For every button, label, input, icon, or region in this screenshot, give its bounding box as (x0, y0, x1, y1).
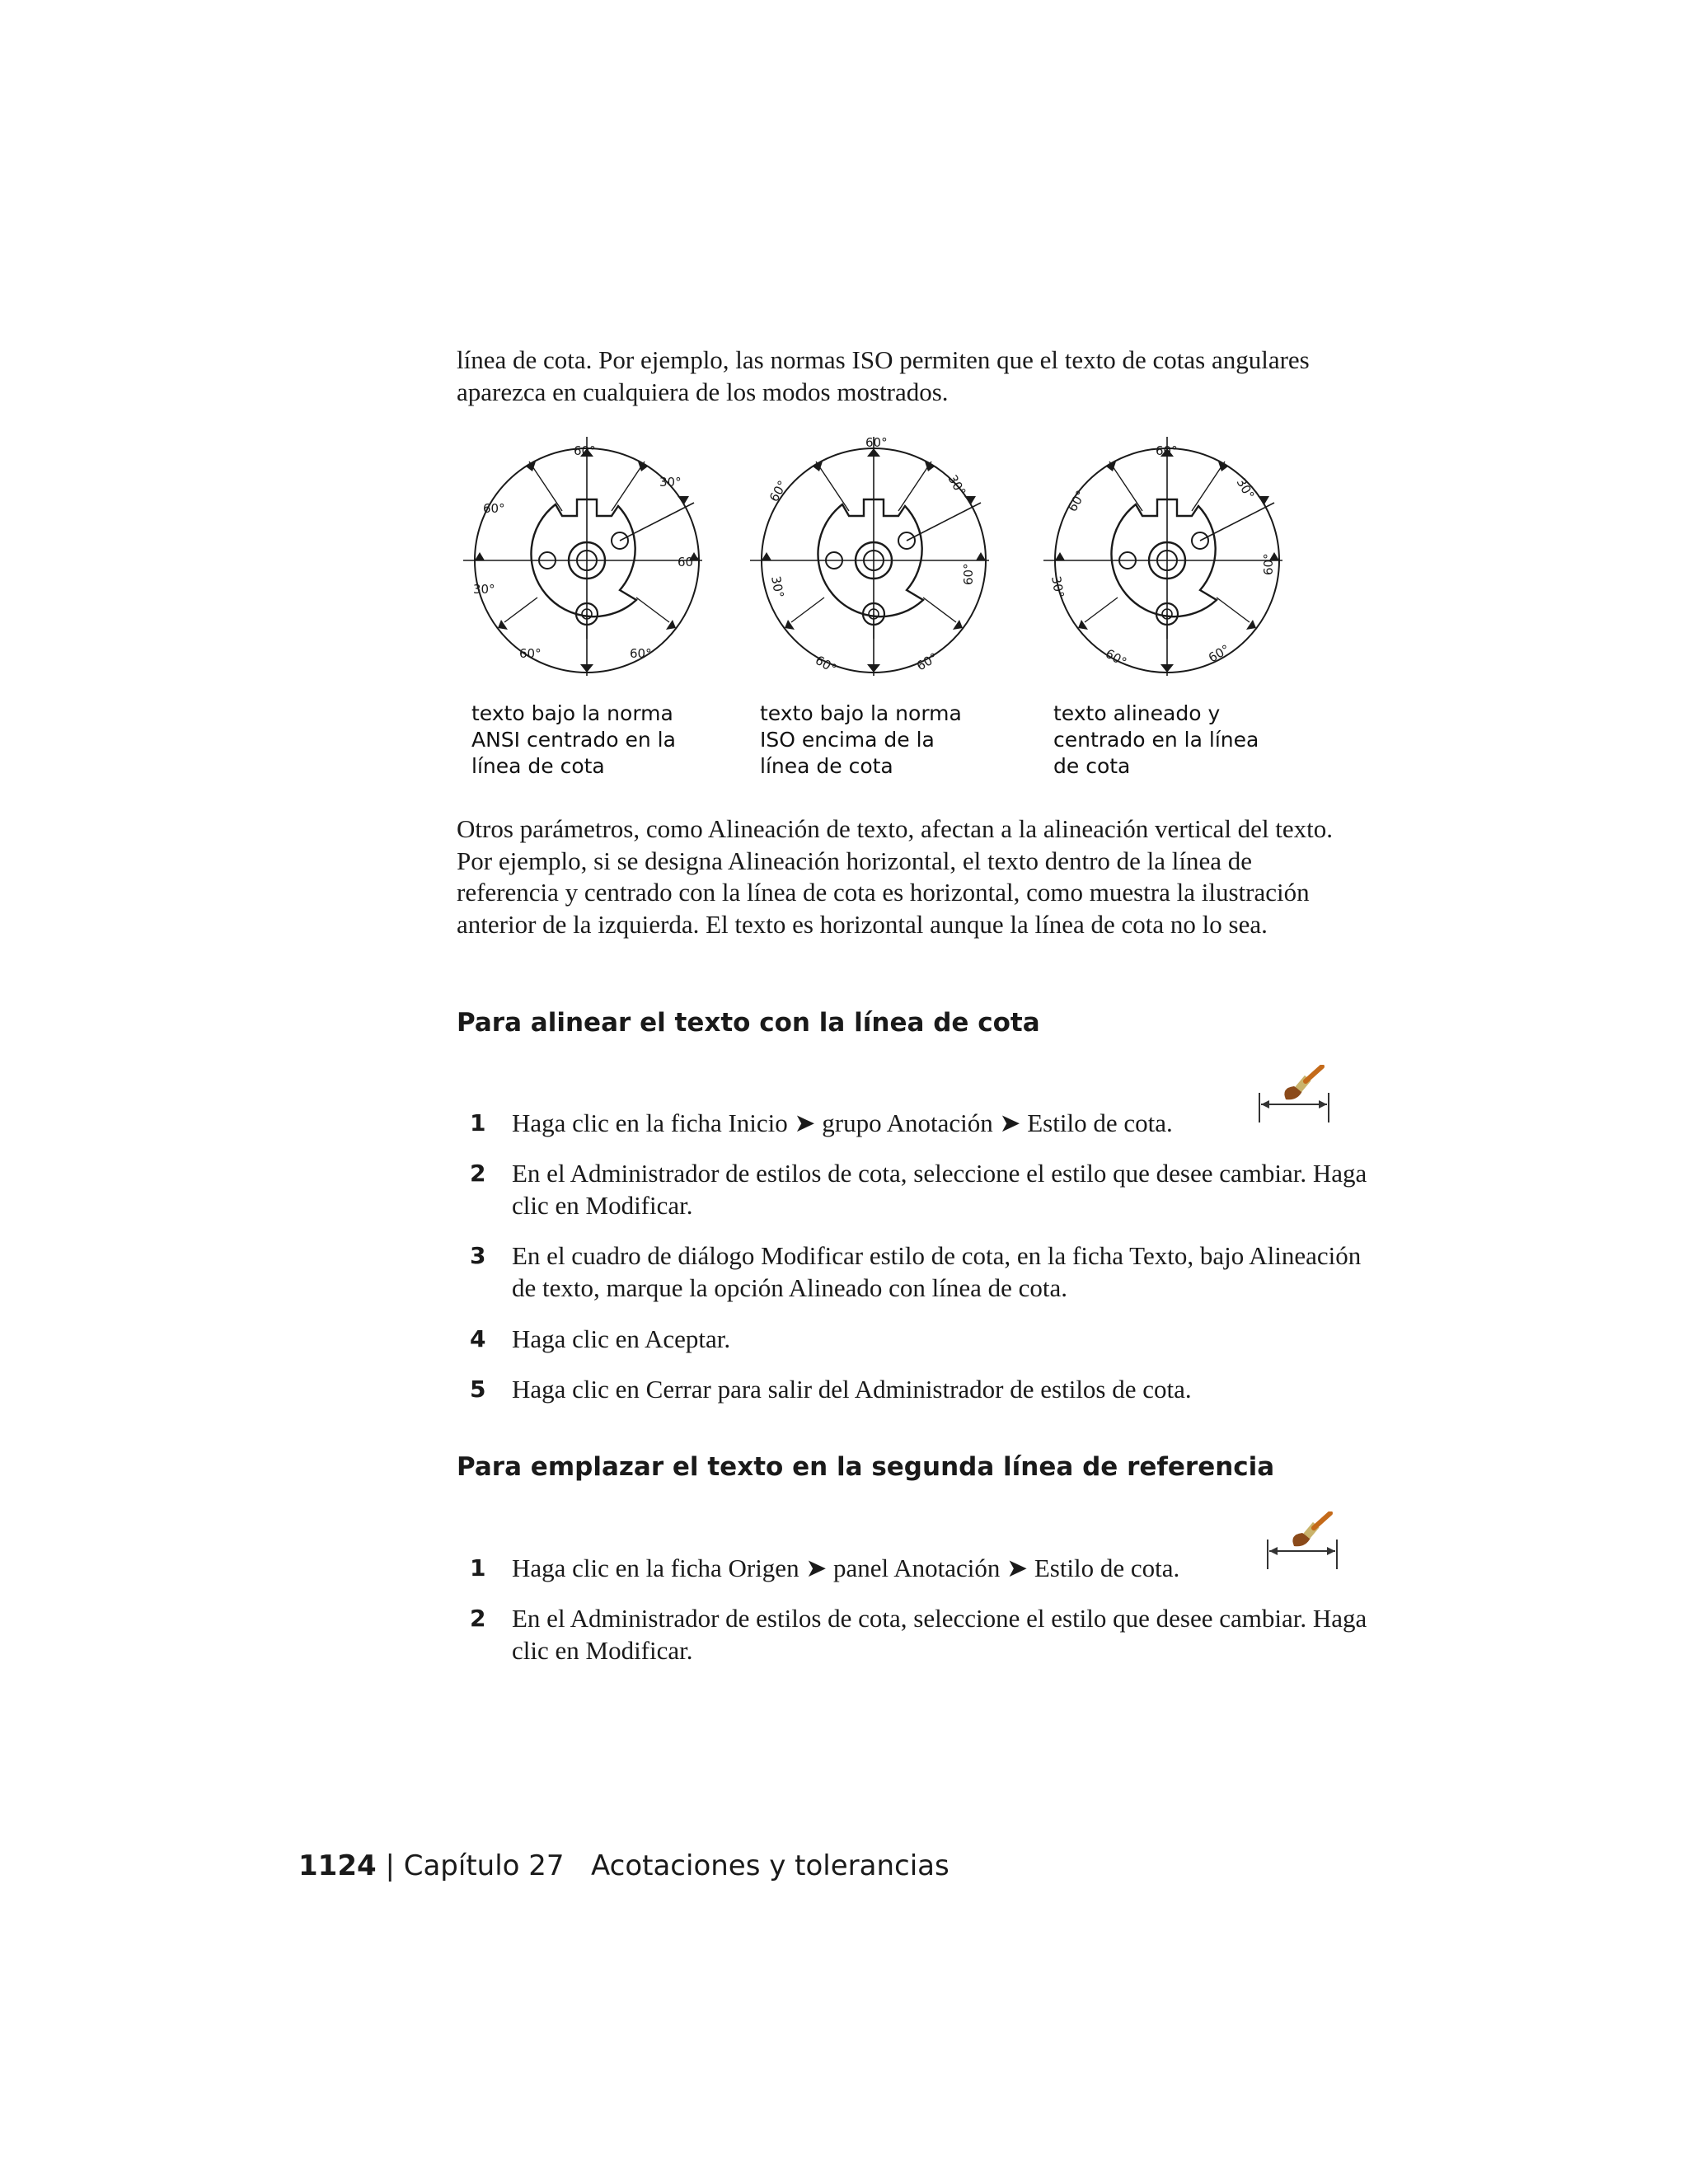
dim-label: 60° (1206, 641, 1233, 666)
dim-label: 60° (1261, 553, 1276, 575)
drawing-aligned (1043, 437, 1282, 676)
dim-label: 60° (574, 443, 596, 458)
drawing-ansi (463, 437, 702, 676)
dim-label: 60° (961, 563, 976, 585)
dim-label: 30° (1048, 574, 1067, 599)
dim-label: 30° (945, 472, 969, 499)
step-number: 2 (470, 1160, 486, 1187)
step-number: 2 (470, 1605, 486, 1632)
dim-label: 60° (630, 646, 652, 661)
dim-label: 30° (768, 574, 787, 599)
step-text: Haga clic en Cerrar para salir del Administrador de estilos de cota. (512, 1375, 1192, 1404)
dim-label: 60° (483, 501, 505, 516)
footer-separator: | (385, 1849, 395, 1882)
step-text: En el cuadro de diálogo Modificar estilo de cota, en la ficha Texto, bajo Alineación de texto, marque la opción Alineado con línea de cota. (512, 1241, 1362, 1302)
dim-label: 30° (473, 582, 495, 597)
figure-caption-iso: texto bajo la norma ISO encima de la línea de cota (760, 701, 962, 778)
step-text: En el Administrador de estilos de cota, seleccione el estilo que desee cambiar. Haga clic en Modificar. (512, 1604, 1367, 1665)
dim-label: 30° (1233, 476, 1258, 503)
step-text: Haga clic en Aceptar. (512, 1324, 731, 1353)
dim-label: 30° (659, 475, 682, 490)
step-number: 5 (470, 1376, 486, 1403)
step-number: 3 (470, 1242, 486, 1269)
chapter-title: Acotaciones y tolerancias (590, 1849, 950, 1882)
dim-label: 60° (678, 555, 700, 569)
dim-label: 60° (1064, 487, 1089, 514)
step-text: Haga clic en la ficha Origen ➤ panel Anotación ➤ Estilo de cota. (512, 1554, 1180, 1582)
section-heading-second-extension: Para emplazar el texto en la segunda línea de referencia (457, 1452, 1275, 1482)
dim-label: 60° (1103, 645, 1130, 670)
page-footer (298, 1848, 950, 1884)
section-heading-align: Para alinear el texto con la línea de cota (457, 1008, 1040, 1038)
dimension-text-figure (462, 429, 1327, 791)
dimension-style-icon[interactable] (1264, 1511, 1340, 1572)
body-paragraph: Otros parámetros, como Alineación de texto, afectan a la alineación vertical del texto. Por ejemplo, si se designa Alineación horizontal, el texto dentro de la línea de referencia y centrado con la línea de cota es horizontal, como muestra la ilustración anterior de la izquierda. El texto es horizontal aunque la línea de cota no lo sea. (457, 814, 1334, 939)
dimension-drawings (462, 429, 1327, 676)
dim-label: 60° (914, 649, 941, 674)
step-number: 4 (470, 1325, 486, 1352)
dim-label: 60° (865, 435, 888, 450)
step-text: Haga clic en la ficha Inicio ➤ grupo Anotación ➤ Estilo de cota. (512, 1108, 1173, 1137)
step-number: 1 (470, 1554, 486, 1582)
intro-paragraph: línea de cota. Por ejemplo, las normas ISO permiten que el texto de cotas angulares aparezca en cualquiera de los modos mostrados. (457, 345, 1310, 406)
dim-label: 60° (813, 652, 840, 676)
figure-caption-ansi: texto bajo la norma ANSI centrado en la línea de cota (471, 701, 676, 778)
step-text: En el Administrador de estilos de cota, seleccione el estilo que desee cambiar. Haga clic en Modificar. (512, 1159, 1367, 1220)
chapter-label: Capítulo 27 (403, 1849, 565, 1882)
step-number: 1 (470, 1109, 486, 1137)
dim-label: 60° (1156, 443, 1178, 458)
page-number: 1124 (298, 1849, 377, 1882)
figure-caption-aligned: texto alineado y centrado en la línea de cota (1053, 701, 1259, 778)
dim-label: 60° (519, 646, 542, 661)
dimension-style-icon[interactable] (1256, 1065, 1332, 1126)
dim-label: 60° (766, 477, 790, 504)
drawing-iso (750, 435, 989, 676)
